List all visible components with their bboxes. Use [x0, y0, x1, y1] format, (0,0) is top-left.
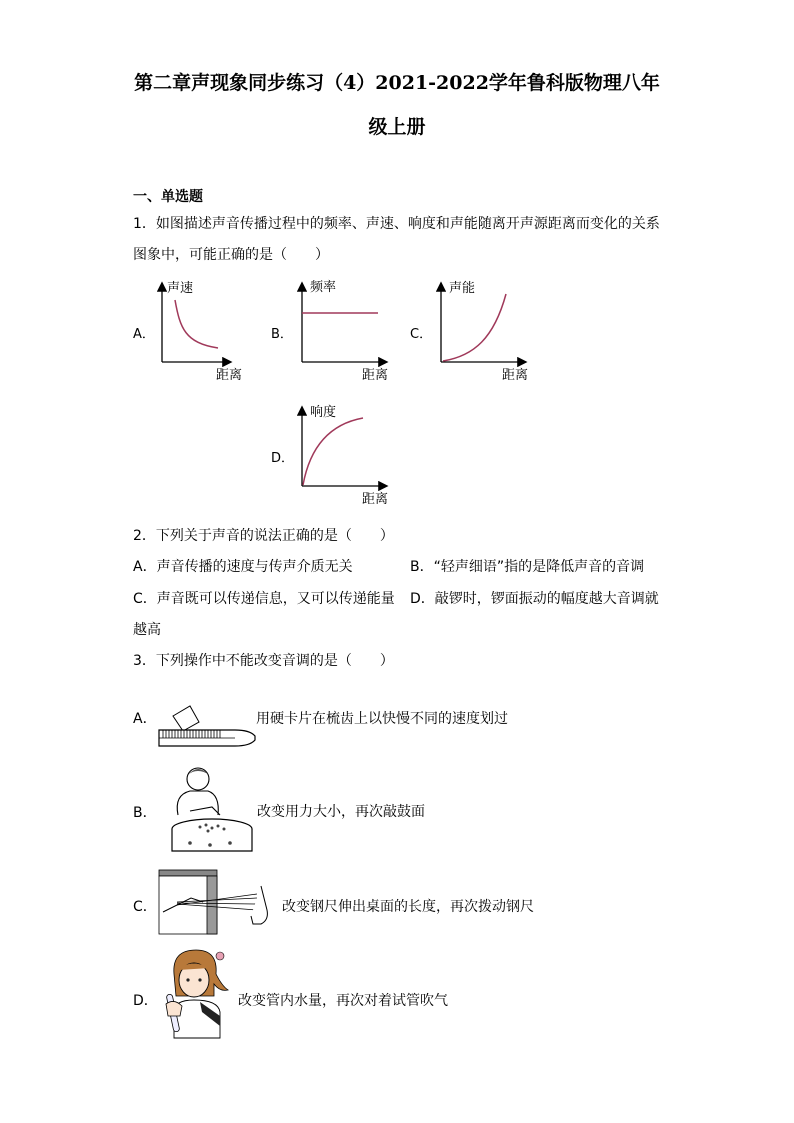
q1-option-d-graph — [290, 402, 400, 512]
q1-option-c-letter: C． — [410, 327, 433, 342]
option-letter: B． — [410, 559, 434, 575]
y-axis-label: 声能 — [449, 281, 476, 296]
saturating-curve — [303, 418, 363, 485]
x-axis-label: 距离 — [502, 368, 529, 383]
table-top-icon — [159, 870, 217, 876]
table-leg-icon — [207, 876, 217, 934]
q3-option-b-letter: B． — [133, 805, 157, 821]
q2-option-a — [133, 556, 353, 576]
q3-option-a-letter: A． — [133, 711, 157, 727]
body-icon — [177, 791, 218, 815]
q3-stem: 3．下列操作中不能改变音调的是（ ） — [133, 653, 394, 669]
q1-option-b-graph — [290, 278, 400, 388]
head-icon — [187, 768, 209, 790]
q1-option-c-graph — [429, 278, 539, 388]
q2-option-d-continuation: 越高 — [133, 622, 161, 638]
ruler-table-illustration — [157, 868, 285, 936]
comb-card-illustration — [155, 700, 257, 750]
q2-option-c — [133, 588, 395, 608]
section-heading: 一、单选题 — [133, 189, 203, 205]
hair-tie-icon — [216, 952, 224, 960]
q1-option-a-letter: A． — [133, 327, 155, 342]
card-icon — [173, 706, 199, 731]
option-text: 声音既可以传递信息，又可以传递能量 — [156, 591, 395, 607]
q1-option-b-letter: B． — [271, 327, 293, 342]
y-axis-label: 声速 — [167, 281, 194, 296]
page-title-line2: 级上册 — [368, 116, 426, 138]
q3-option-b-text: 改变用力大小，再次敲鼓面 — [257, 804, 425, 820]
x-axis-label: 距离 — [362, 492, 389, 507]
option-letter: C． — [133, 591, 157, 607]
x-axis-label: 距离 — [362, 368, 389, 383]
page-title-line1: 第二章声现象同步练习（4）2021-2022学年鲁科版物理八年 — [134, 72, 660, 94]
q2-option-d — [410, 588, 659, 608]
finger-icon — [251, 886, 267, 924]
increasing-curve — [443, 294, 506, 361]
x-axis-label: 距离 — [216, 368, 243, 383]
q1-stem-line1: 1．如图描述声音传播过程中的频率、声速、响度和声能随离开声源距离而变化的关系 — [133, 216, 660, 232]
girl-blowing-tube-illustration — [152, 946, 240, 1040]
q1-stem-line2: 图象中，可能正确的是（ ） — [133, 247, 329, 263]
q3-option-c-letter: C． — [133, 899, 157, 915]
q2-option-b — [410, 556, 644, 576]
option-text: “轻声细语”指的是降低声音的音调 — [433, 559, 645, 575]
hand-icon — [166, 1001, 182, 1016]
option-text: 声音传播的速度与传声介质无关 — [156, 559, 353, 575]
q3-option-d-letter: D． — [133, 993, 158, 1009]
q3-option-c-text: 改变钢尺伸出桌面的长度，再次拨动钢尺 — [282, 899, 534, 915]
decreasing-curve — [175, 300, 218, 348]
option-letter: D． — [410, 591, 435, 607]
y-axis-label: 响度 — [310, 405, 337, 420]
q3-option-a-text: 用硬卡片在梳齿上以快慢不同的速度划过 — [256, 711, 508, 727]
option-text: 敲锣时，锣面振动的幅度越大音调就 — [434, 591, 659, 607]
q1-option-a-graph — [150, 278, 260, 388]
q3-option-d-text: 改变管内水量，再次对着试管吹气 — [238, 993, 448, 1009]
q2-stem: 2．下列关于声音的说法正确的是（ ） — [133, 528, 394, 544]
option-letter: A． — [133, 559, 157, 575]
y-axis-label: 频率 — [310, 280, 337, 295]
q1-option-d-letter: D． — [271, 451, 295, 466]
drummer-illustration — [160, 765, 256, 853]
